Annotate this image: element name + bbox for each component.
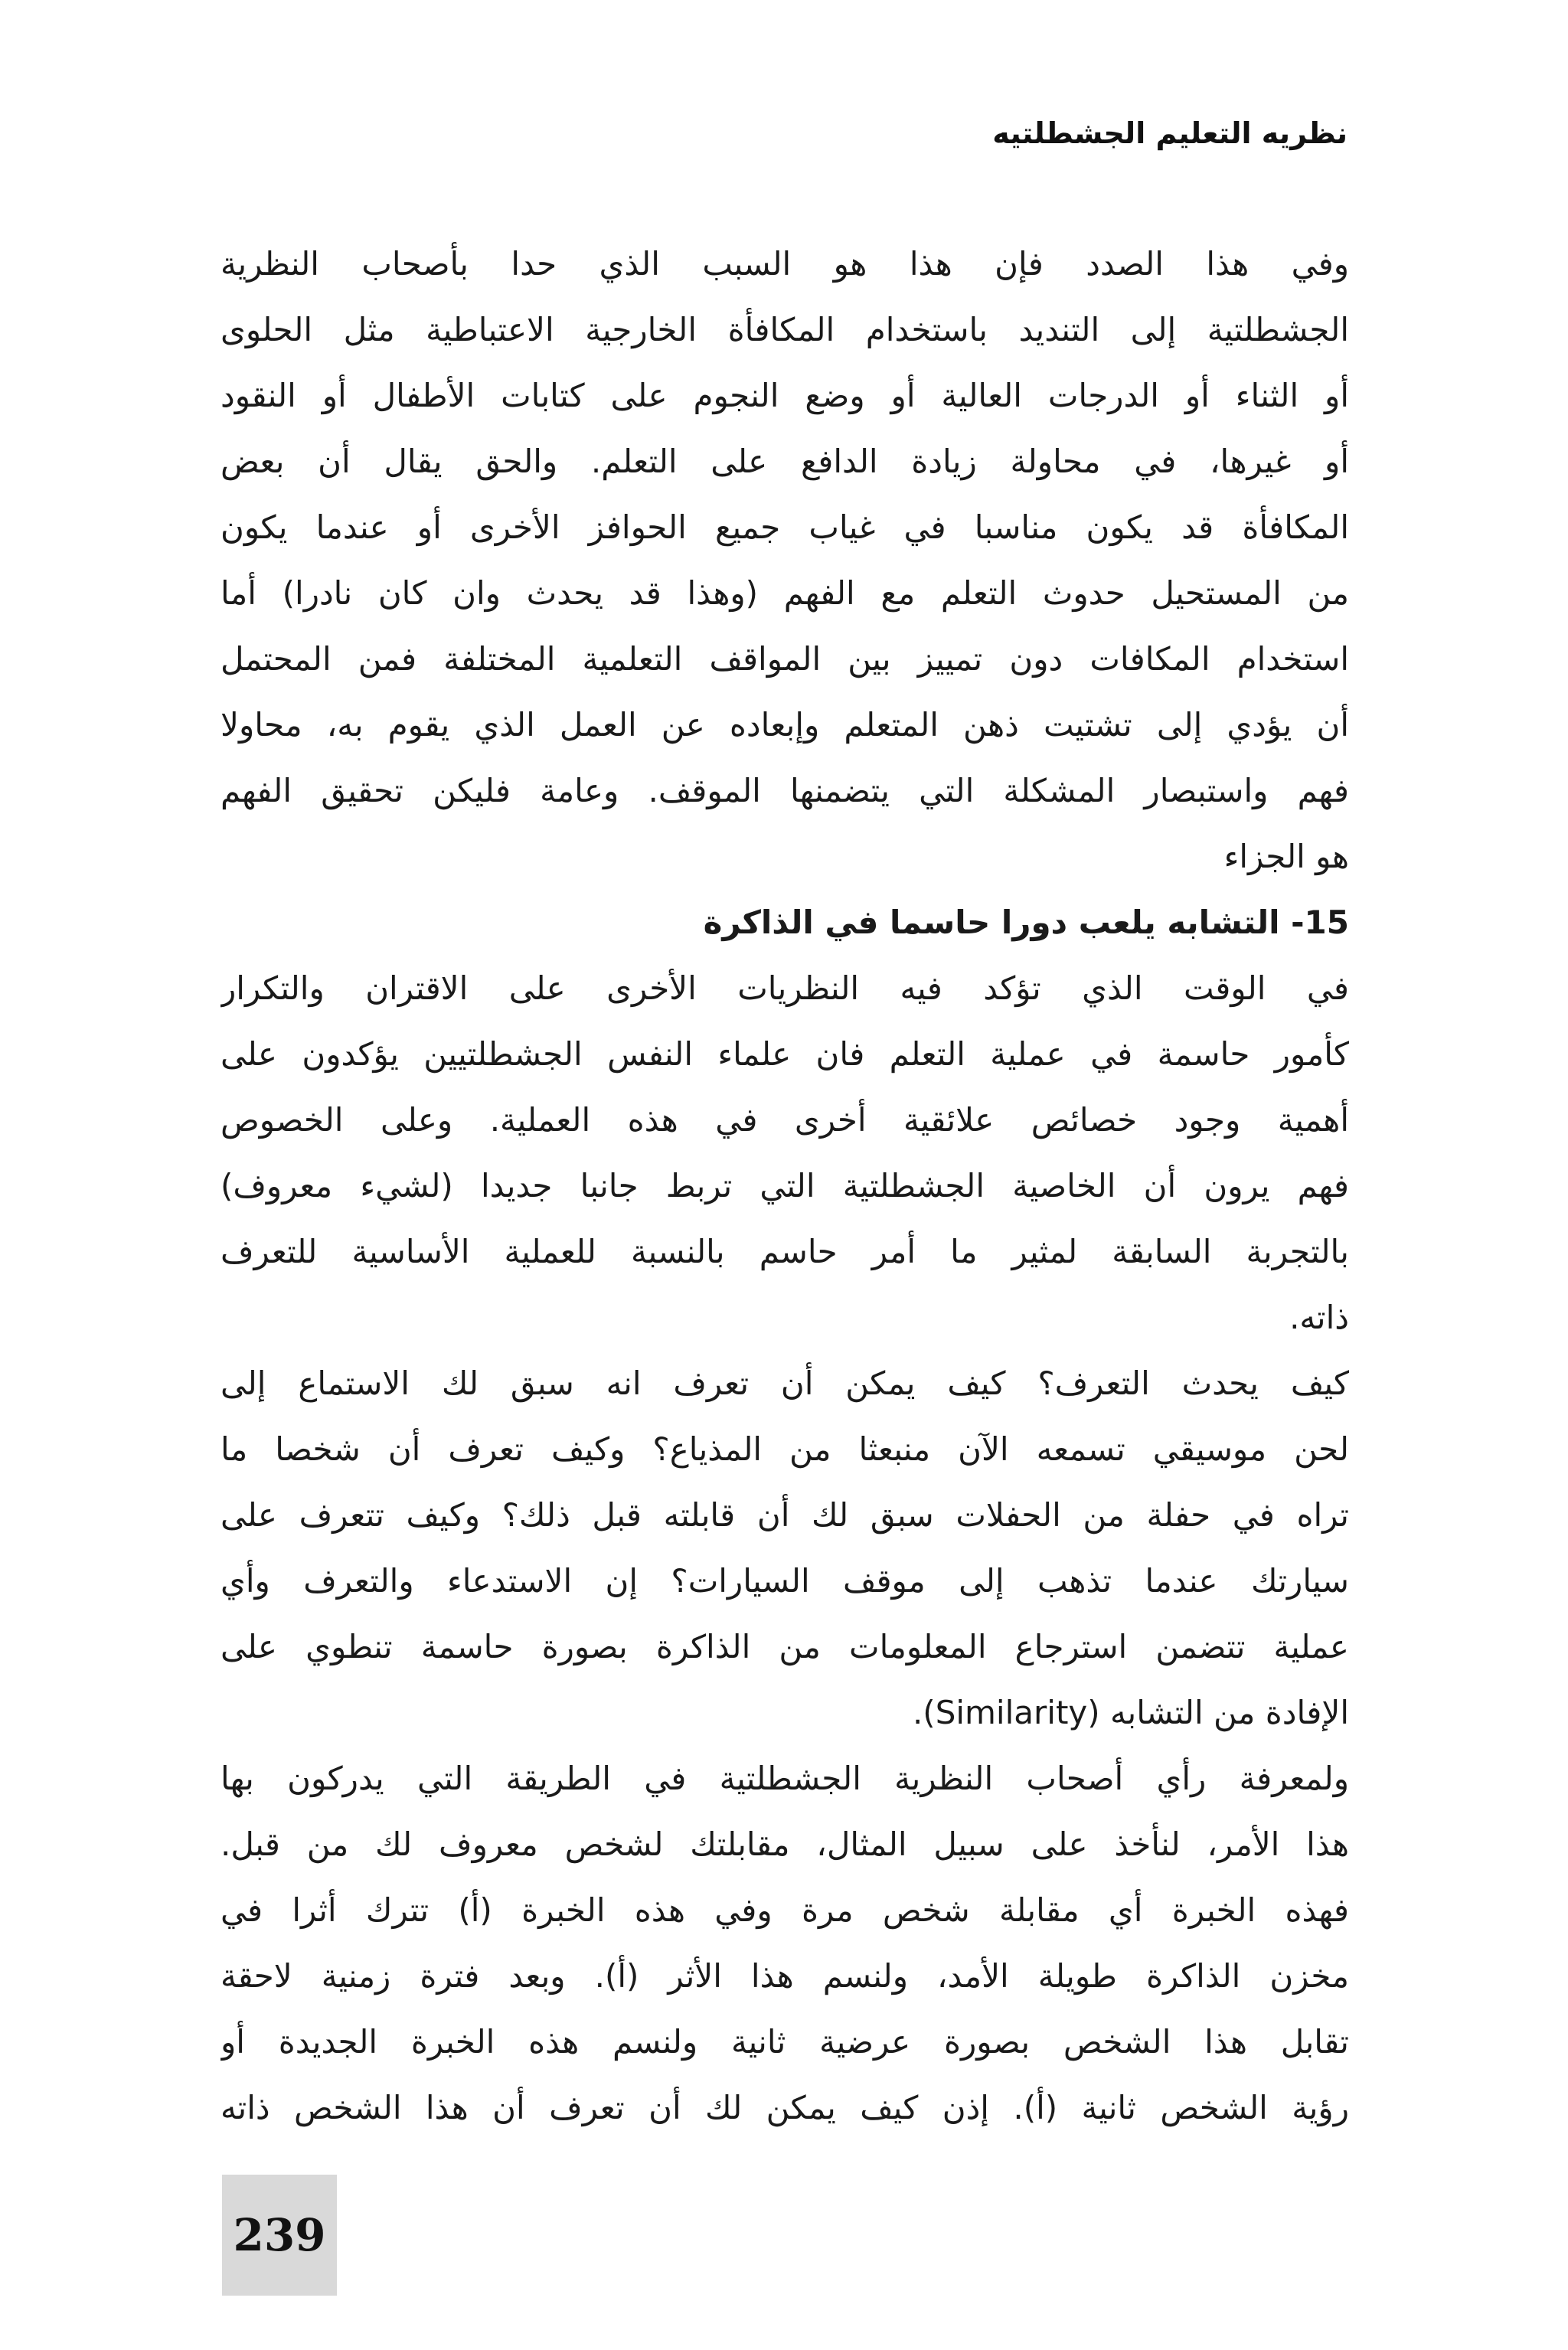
text-line: المكافأة قد يكون مناسبا في غياب جميع الحوافز الأخرى أو عندما يكون (220, 508, 1349, 546)
text-line: مخزن الذاكرة طويلة الأمد، ولنسم هذا الأثر (أ). وبعد فترة زمنية لاحقة (220, 1957, 1349, 1995)
text-line: استخدام المكافات دون تمييز بين المواقف التعلمية المختلفة فمن المحتمل (220, 640, 1349, 678)
text-line: تقابل هذا الشخص بصورة عرضية ثانية ولنسم هذه الخبرة الجديدة أو (220, 2023, 1349, 2061)
text-line: فهذه الخبرة أي مقابلة شخص مرة وفي هذه الخبرة (أ) تترك أثرا في (220, 1891, 1349, 1929)
text-line: كأمور حاسمة في عملية التعلم فان علماء النفس الجشطلتيين يؤكدون على (220, 1035, 1349, 1073)
text-line: في الوقت الذي تؤكد فيه النظريات الأخرى على الاقتران والتكرار (220, 969, 1349, 1007)
text-line: هو الجزاء (1223, 838, 1349, 875)
text-line: سيارتك عندما تذهب إلى موقف السيارات؟ إن الاستدعاء والتعرف وأي (220, 1562, 1349, 1600)
text-line: بالتجربة السابقة لمثير ما أمر حاسم بالنسبة للعملية الأساسية للتعرف (220, 1233, 1349, 1270)
section-heading: 15- التشابه يلعب دورا حاسما في الذاكرة (703, 904, 1349, 941)
page-number-box (222, 2175, 337, 2296)
text-line: أهمية وجود خصائص علائقية أخرى في هذه العملية. وعلى الخصوص (220, 1101, 1349, 1139)
text-line: أن يؤدي إلى تشتيت ذهن المتعلم وإبعاده عن العمل الذي يقوم به، محاولا (220, 706, 1349, 744)
text-line: الإفادة من التشابه (Similarity). (912, 1694, 1349, 1731)
text-line: كيف يحدث التعرف؟ كيف يمكن أن تعرف انه سبق لك الاستماع إلى (220, 1365, 1349, 1402)
text-line: لحن موسيقي تسمعه الآن منبعثا من المذياع؟ وكيف تعرف أن شخصا ما (220, 1430, 1349, 1468)
text-line: وفي هذا الصدد فإن هذا هو السبب الذي حدا بأصحاب النظرية (220, 245, 1349, 283)
text-line: من المستحيل حدوث التعلم مع الفهم (وهذا قد يحدث وان كان نادرا) أما (220, 574, 1349, 612)
text-line: تراه في حفلة من الحفلات سبق لك أن قابلته قبل ذلك؟ وكيف تتعرف على (220, 1496, 1349, 1534)
running-header: نظريه التعليم الجشطلتيه (992, 116, 1348, 150)
text-line: ولمعرفة رأي أصحاب النظرية الجشطلتية في الطريقة التي يدركون بها (220, 1760, 1349, 1797)
text-line: ذاته. (1289, 1299, 1349, 1336)
text-line: أو الثناء أو الدرجات العالية أو وضع النجوم على كتابات الأطفال أو النقود (220, 377, 1349, 414)
text-line: عملية تتضمن استرجاع المعلومات من الذاكرة بصورة حاسمة تنطوي على (220, 1628, 1349, 1665)
text-line: فهم واستبصار المشكلة التي يتضمنها الموقف. وعامة فليكن تحقيق الفهم (220, 772, 1349, 809)
text-line: أو غيرها، في محاولة زيادة الدافع على التعلم. والحق يقال أن بعض (220, 443, 1349, 480)
body-text (220, 231, 1349, 2141)
text-line: هذا الأمر، لنأخذ على سبيل المثال، مقابلتك لشخص معروف لك من قبل. (220, 1825, 1349, 1863)
text-line: فهم يرون أن الخاصية الجشطلتية التي تربط جانبا جديدا (لشيء معروف) (220, 1167, 1349, 1204)
page-number: 239 (233, 2209, 326, 2261)
text-line: الجشطلتية إلى التنديد باستخدام المكافأة الخارجية الاعتباطية مثل الحلوى (220, 311, 1349, 348)
text-line: رؤية الشخص ثانية (أ). إذن كيف يمكن لك أن تعرف أن هذا الشخص ذاته (220, 2089, 1349, 2126)
